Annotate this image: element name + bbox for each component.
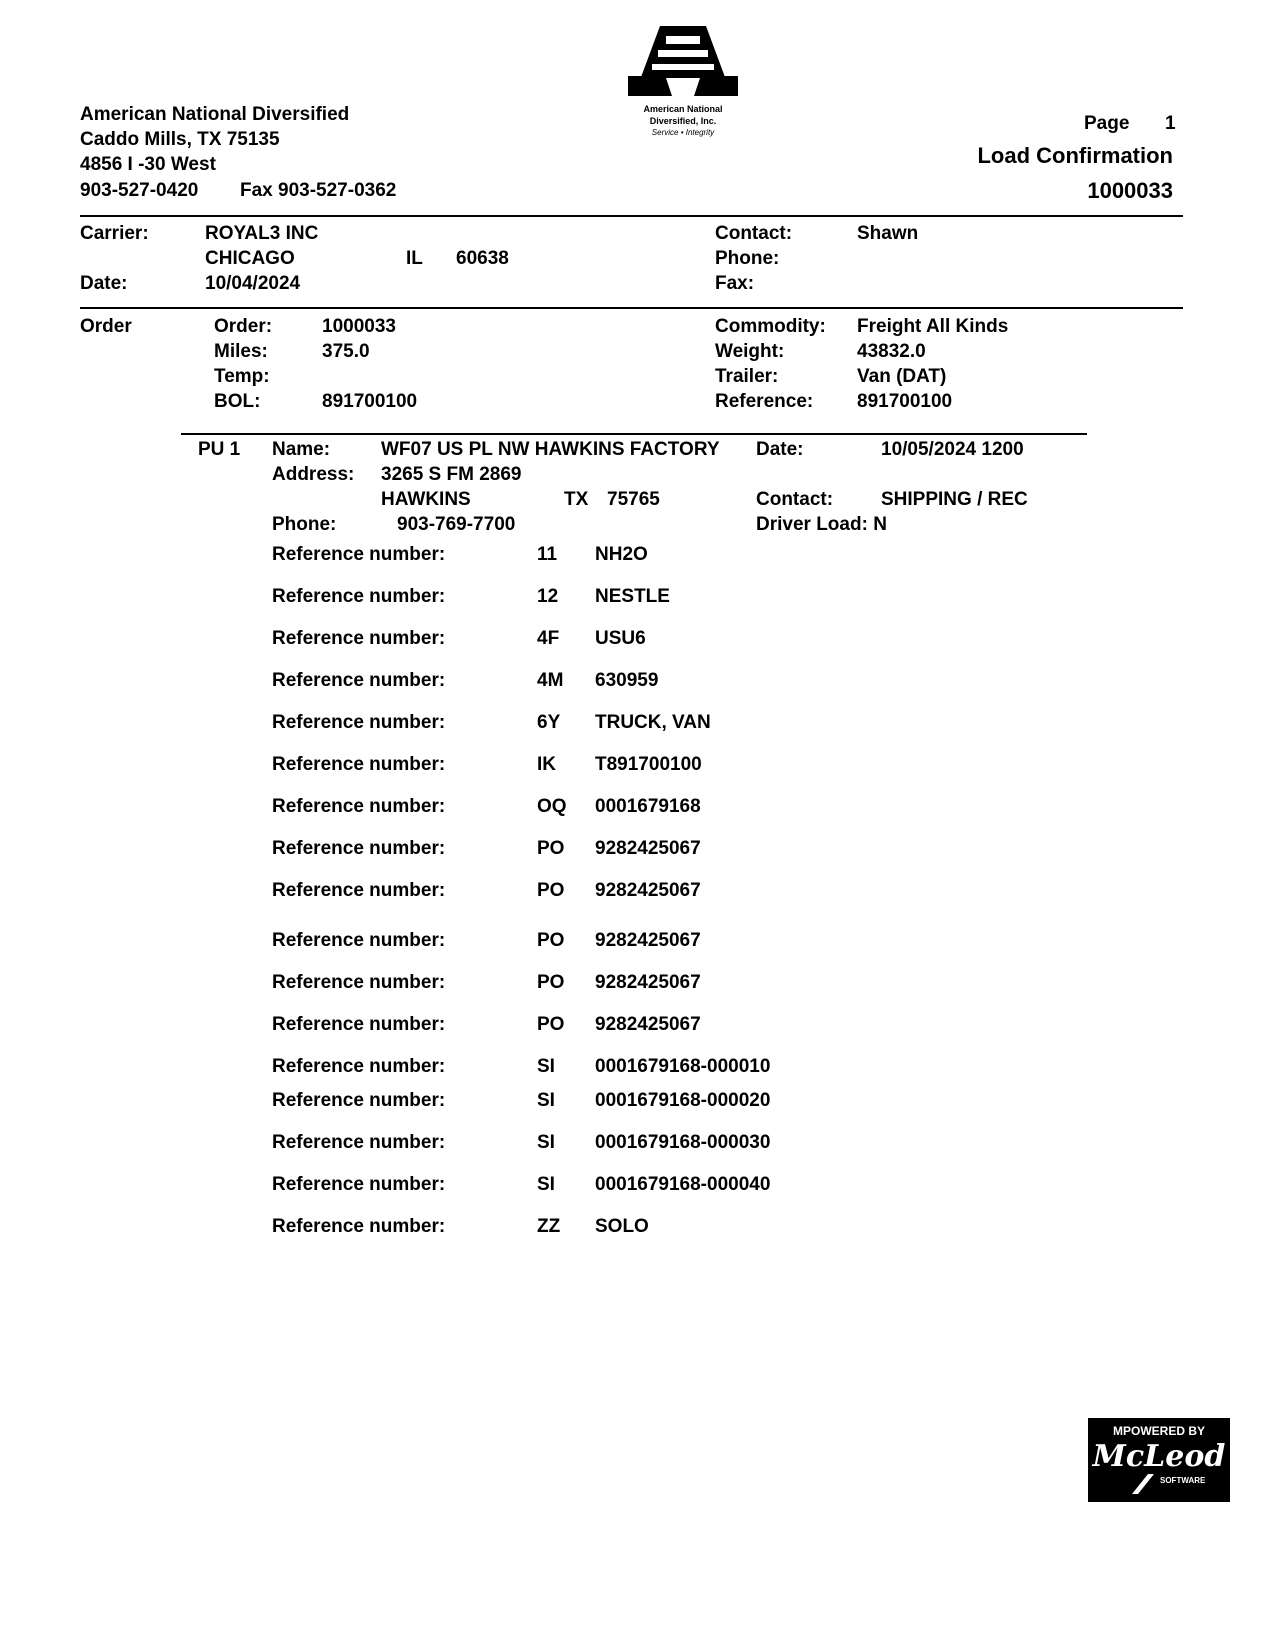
reference-code: SI	[537, 1056, 555, 1077]
reference-value: 630959	[595, 670, 659, 691]
reference-code: 12	[537, 586, 559, 607]
reference-code: SI	[537, 1090, 555, 1111]
reference-value: 0001679168-000030	[595, 1132, 771, 1153]
stop-phone: 903-769-7700	[397, 514, 516, 535]
reference-number-label: Reference number:	[272, 1014, 446, 1035]
order-label: Order:	[214, 316, 273, 337]
reference-value: T891700100	[595, 754, 702, 775]
carrier-phone-label: Phone:	[715, 248, 780, 269]
bol-label: BOL:	[214, 391, 261, 412]
driver-load: Driver Load: N	[756, 514, 887, 535]
stop-address: 3265 S FM 2869	[381, 464, 522, 485]
reference-value: 9282425067	[595, 972, 701, 993]
company-name: American National Diversified	[80, 104, 350, 125]
reference-code: PO	[537, 838, 565, 859]
reference-number-label: Reference number:	[272, 930, 446, 951]
badge-brand: McLeod	[1092, 1439, 1226, 1474]
reference-label: Reference:	[715, 391, 814, 412]
commodity-label: Commodity:	[715, 316, 826, 337]
trailer-label: Trailer:	[715, 366, 779, 387]
reference-number-label: Reference number:	[272, 628, 446, 649]
trailer-value: Van (DAT)	[857, 366, 947, 387]
page-label: Page	[1084, 113, 1130, 134]
company-fax: Fax 903-527-0362	[240, 180, 397, 201]
reference-number-label: Reference number:	[272, 880, 446, 901]
company-phone: 903-527-0420	[80, 180, 199, 201]
miles-label: Miles:	[214, 341, 268, 362]
badge-top-text: MPOWERED BY	[1112, 1424, 1205, 1438]
reference-code: 11	[537, 544, 558, 565]
carrier-contact-label: Contact:	[715, 223, 793, 244]
reference-number-label: Reference number:	[272, 796, 446, 817]
reference-value: 0001679168-000020	[595, 1090, 771, 1111]
reference-number-label: Reference number:	[272, 1056, 446, 1077]
weight-label: Weight:	[715, 341, 785, 362]
stop-date: 10/05/2024 1200	[881, 439, 1024, 460]
carrier-city: CHICAGO	[205, 248, 295, 269]
reference-number-label: Reference number:	[272, 1132, 446, 1153]
badge-slash-icon	[1132, 1474, 1154, 1494]
reference-value: 9282425067	[595, 930, 701, 951]
reference-number-label: Reference number:	[272, 586, 446, 607]
reference-value: SOLO	[595, 1216, 649, 1237]
company-street: 4856 I -30 West	[80, 154, 216, 175]
reference-code: SI	[537, 1132, 555, 1153]
stop-name-label: Name:	[272, 439, 331, 460]
company-logo	[628, 20, 738, 137]
order-section-label: Order	[80, 316, 132, 337]
carrier-name: ROYAL3 INC	[205, 223, 319, 244]
document-number: 1000033	[1087, 178, 1173, 203]
badge-sub: SOFTWARE	[1160, 1476, 1206, 1485]
reference-code: IK	[537, 754, 556, 775]
date-label: Date:	[80, 273, 128, 294]
order-number: 1000033	[322, 316, 396, 337]
reference-value: NESTLE	[595, 586, 670, 607]
carrier-state: IL	[406, 248, 423, 269]
reference-number-label: Reference number:	[272, 1174, 446, 1195]
carrier-contact: Shawn	[857, 223, 919, 244]
reference-value: 891700100	[857, 391, 953, 412]
reference-code: PO	[537, 972, 565, 993]
carrier-label: Carrier:	[80, 223, 149, 244]
reference-number-label: Reference number:	[272, 972, 446, 993]
miles-value: 375.0	[322, 341, 370, 362]
stop-city: HAWKINS	[381, 489, 471, 510]
stop-phone-label: Phone:	[272, 514, 337, 535]
reference-number-label: Reference number:	[272, 1090, 446, 1111]
carrier-date: 10/04/2024	[205, 273, 301, 294]
stop-date-label: Date:	[756, 439, 804, 460]
reference-code: PO	[537, 930, 565, 951]
reference-number-label: Reference number:	[272, 1216, 446, 1237]
logo-text	[628, 103, 738, 139]
reference-value: USU6	[595, 628, 646, 649]
carrier-zip: 60638	[456, 248, 509, 269]
stop-state: TX	[564, 489, 589, 510]
reference-code: PO	[537, 1014, 565, 1035]
reference-value: TRUCK, VAN	[595, 712, 711, 733]
reference-value: 0001679168-000010	[595, 1056, 771, 1077]
company-logo-mark	[628, 20, 738, 96]
divider-top	[80, 215, 1183, 217]
commodity-value: Freight All Kinds	[857, 316, 1009, 337]
stop-contact: SHIPPING / REC	[881, 489, 1028, 510]
logo-tagline: Service • Integrity	[651, 128, 715, 137]
divider-middle	[80, 307, 1183, 309]
reference-value: 9282425067	[595, 1014, 701, 1035]
stop-contact-label: Contact:	[756, 489, 834, 510]
stop-zip: 75765	[607, 489, 660, 510]
document-title: Load Confirmation	[977, 143, 1173, 168]
reference-value: 9282425067	[595, 838, 701, 859]
reference-number-label: Reference number:	[272, 544, 446, 565]
reference-code: 4M	[537, 670, 564, 691]
logo-line-2: Diversified, Inc.	[649, 116, 717, 126]
divider-stop	[181, 433, 1087, 435]
reference-code: 4F	[537, 628, 560, 649]
stop-name: WF07 US PL NW HAWKINS FACTORY	[381, 439, 720, 460]
reference-value: 9282425067	[595, 880, 701, 901]
logo-line-1: American National	[643, 104, 723, 114]
reference-value: NH2O	[595, 544, 648, 565]
page-number: 1	[1165, 113, 1176, 134]
reference-code: OQ	[537, 796, 567, 817]
reference-code: SI	[537, 1174, 555, 1195]
reference-number-label: Reference number:	[272, 754, 446, 775]
reference-code: ZZ	[537, 1216, 561, 1237]
temp-label: Temp:	[214, 366, 270, 387]
reference-number-label: Reference number:	[272, 670, 446, 691]
reference-value: 0001679168-000040	[595, 1174, 771, 1195]
stop-address-label: Address:	[272, 464, 355, 485]
reference-number-label: Reference number:	[272, 712, 446, 733]
stop-label: PU 1	[198, 439, 241, 460]
mcleod-badge	[1088, 1418, 1230, 1502]
company-city-state: Caddo Mills, TX 75135	[80, 129, 280, 150]
reference-value: 0001679168	[595, 796, 701, 817]
weight-value: 43832.0	[857, 341, 926, 362]
reference-code: 6Y	[537, 712, 561, 733]
reference-number-label: Reference number:	[272, 838, 446, 859]
reference-code: PO	[537, 880, 565, 901]
bol-value: 891700100	[322, 391, 418, 412]
carrier-fax-label: Fax:	[715, 273, 755, 294]
